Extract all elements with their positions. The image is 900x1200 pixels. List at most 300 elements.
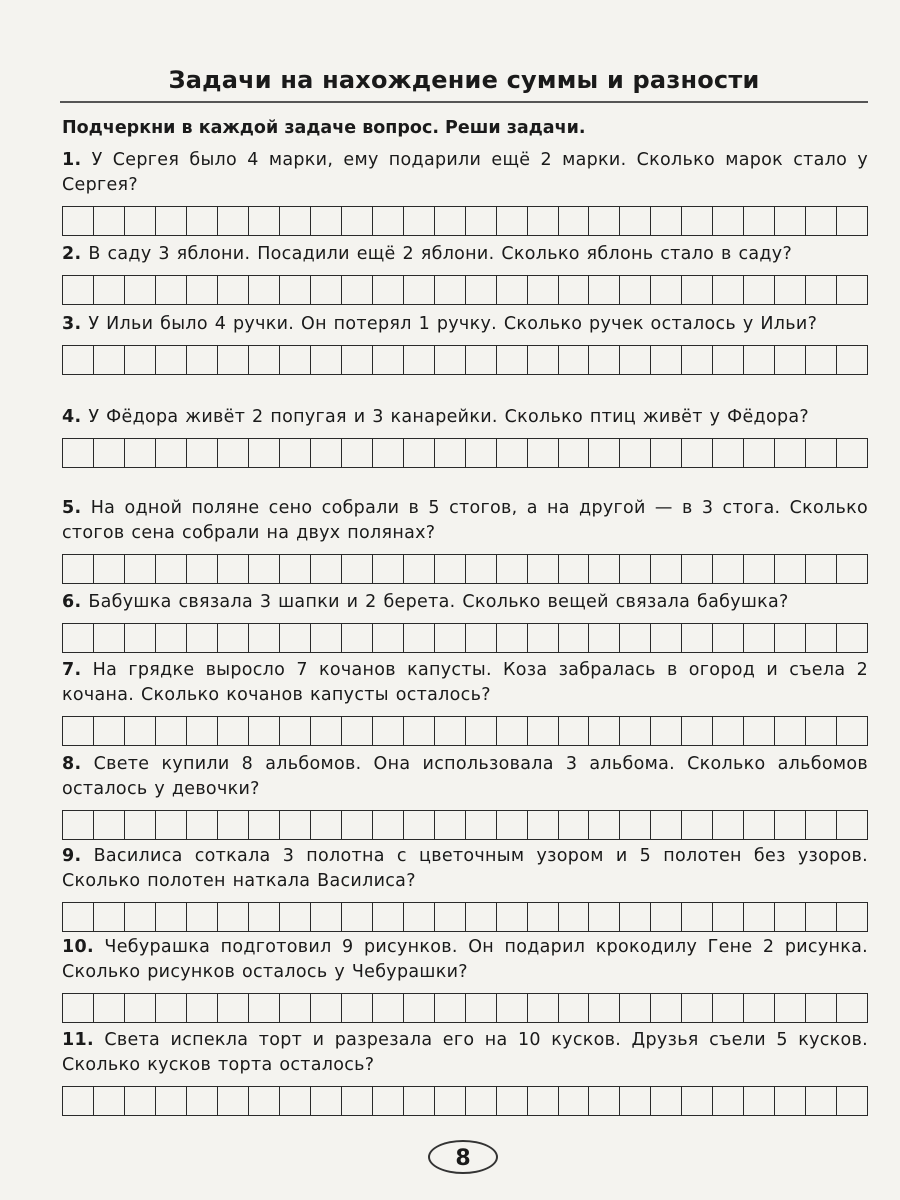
- answer-cell[interactable]: [466, 811, 497, 839]
- answer-cell[interactable]: [713, 1087, 744, 1115]
- answer-cell[interactable]: [435, 811, 466, 839]
- answer-cell[interactable]: [373, 811, 404, 839]
- answer-cell[interactable]: [744, 717, 775, 745]
- answer-cell[interactable]: [497, 207, 528, 235]
- answer-cell[interactable]: [837, 1087, 867, 1115]
- answer-cell[interactable]: [466, 346, 497, 374]
- answer-cell[interactable]: [651, 811, 682, 839]
- answer-cell[interactable]: [559, 1087, 590, 1115]
- answer-cell[interactable]: [218, 994, 249, 1022]
- answer-cell[interactable]: [373, 439, 404, 467]
- answer-grid[interactable]: [62, 1086, 868, 1116]
- answer-cell[interactable]: [404, 624, 435, 652]
- answer-cell[interactable]: [342, 717, 373, 745]
- answer-cell[interactable]: [94, 717, 125, 745]
- answer-cell[interactable]: [651, 346, 682, 374]
- answer-cell[interactable]: [280, 439, 311, 467]
- answer-cell[interactable]: [806, 555, 837, 583]
- answer-cell[interactable]: [651, 555, 682, 583]
- answer-cell[interactable]: [466, 1087, 497, 1115]
- answer-cell[interactable]: [589, 346, 620, 374]
- answer-cell[interactable]: [311, 624, 342, 652]
- answer-cell[interactable]: [682, 811, 713, 839]
- answer-cell[interactable]: [620, 717, 651, 745]
- answer-cell[interactable]: [404, 207, 435, 235]
- answer-cell[interactable]: [373, 624, 404, 652]
- answer-cell[interactable]: [373, 994, 404, 1022]
- answer-cell[interactable]: [775, 207, 806, 235]
- answer-cell[interactable]: [589, 811, 620, 839]
- answer-cell[interactable]: [528, 903, 559, 931]
- answer-cell[interactable]: [63, 624, 94, 652]
- answer-cell[interactable]: [528, 439, 559, 467]
- answer-cell[interactable]: [744, 276, 775, 304]
- answer-cell[interactable]: [311, 717, 342, 745]
- answer-cell[interactable]: [63, 276, 94, 304]
- answer-cell[interactable]: [620, 1087, 651, 1115]
- answer-cell[interactable]: [589, 1087, 620, 1115]
- answer-cell[interactable]: [94, 624, 125, 652]
- answer-cell[interactable]: [806, 994, 837, 1022]
- answer-cell[interactable]: [713, 994, 744, 1022]
- answer-cell[interactable]: [342, 811, 373, 839]
- answer-cell[interactable]: [435, 439, 466, 467]
- answer-cell[interactable]: [218, 624, 249, 652]
- answer-cell[interactable]: [280, 903, 311, 931]
- answer-cell[interactable]: [559, 346, 590, 374]
- answer-cell[interactable]: [187, 717, 218, 745]
- answer-cell[interactable]: [218, 207, 249, 235]
- answer-cell[interactable]: [342, 624, 373, 652]
- answer-cell[interactable]: [218, 903, 249, 931]
- answer-cell[interactable]: [497, 439, 528, 467]
- answer-cell[interactable]: [249, 276, 280, 304]
- answer-cell[interactable]: [682, 1087, 713, 1115]
- answer-cell[interactable]: [497, 276, 528, 304]
- answer-cell[interactable]: [373, 207, 404, 235]
- answer-cell[interactable]: [775, 439, 806, 467]
- answer-cell[interactable]: [528, 624, 559, 652]
- answer-cell[interactable]: [63, 994, 94, 1022]
- answer-cell[interactable]: [435, 346, 466, 374]
- answer-cell[interactable]: [435, 276, 466, 304]
- answer-cell[interactable]: [249, 439, 280, 467]
- answer-cell[interactable]: [497, 903, 528, 931]
- answer-cell[interactable]: [497, 811, 528, 839]
- answer-cell[interactable]: [651, 276, 682, 304]
- answer-grid[interactable]: [62, 554, 868, 584]
- answer-cell[interactable]: [651, 439, 682, 467]
- answer-cell[interactable]: [125, 717, 156, 745]
- answer-cell[interactable]: [404, 276, 435, 304]
- answer-cell[interactable]: [559, 717, 590, 745]
- answer-cell[interactable]: [342, 207, 373, 235]
- answer-cell[interactable]: [837, 811, 867, 839]
- answer-cell[interactable]: [218, 811, 249, 839]
- answer-cell[interactable]: [775, 555, 806, 583]
- answer-cell[interactable]: [806, 207, 837, 235]
- answer-cell[interactable]: [187, 994, 218, 1022]
- answer-cell[interactable]: [249, 207, 280, 235]
- answer-grid[interactable]: [62, 206, 868, 236]
- answer-cell[interactable]: [744, 624, 775, 652]
- answer-cell[interactable]: [404, 811, 435, 839]
- answer-grid[interactable]: [62, 716, 868, 746]
- answer-cell[interactable]: [373, 555, 404, 583]
- answer-cell[interactable]: [342, 555, 373, 583]
- answer-cell[interactable]: [156, 439, 187, 467]
- answer-cell[interactable]: [218, 439, 249, 467]
- answer-cell[interactable]: [311, 555, 342, 583]
- answer-cell[interactable]: [125, 624, 156, 652]
- answer-cell[interactable]: [806, 346, 837, 374]
- answer-cell[interactable]: [744, 1087, 775, 1115]
- answer-cell[interactable]: [806, 903, 837, 931]
- answer-cell[interactable]: [744, 439, 775, 467]
- answer-cell[interactable]: [187, 903, 218, 931]
- answer-cell[interactable]: [218, 276, 249, 304]
- answer-cell[interactable]: [589, 555, 620, 583]
- answer-cell[interactable]: [187, 207, 218, 235]
- answer-cell[interactable]: [280, 624, 311, 652]
- answer-cell[interactable]: [775, 1087, 806, 1115]
- answer-cell[interactable]: [497, 994, 528, 1022]
- answer-cell[interactable]: [63, 207, 94, 235]
- answer-cell[interactable]: [682, 207, 713, 235]
- answer-cell[interactable]: [651, 994, 682, 1022]
- answer-cell[interactable]: [156, 1087, 187, 1115]
- answer-cell[interactable]: [775, 346, 806, 374]
- answer-cell[interactable]: [404, 439, 435, 467]
- answer-cell[interactable]: [435, 717, 466, 745]
- answer-cell[interactable]: [156, 346, 187, 374]
- answer-cell[interactable]: [187, 811, 218, 839]
- answer-cell[interactable]: [620, 555, 651, 583]
- answer-cell[interactable]: [559, 555, 590, 583]
- answer-cell[interactable]: [682, 624, 713, 652]
- answer-cell[interactable]: [435, 555, 466, 583]
- answer-cell[interactable]: [682, 555, 713, 583]
- answer-cell[interactable]: [837, 994, 867, 1022]
- answer-cell[interactable]: [373, 346, 404, 374]
- answer-cell[interactable]: [311, 1087, 342, 1115]
- answer-cell[interactable]: [156, 207, 187, 235]
- answer-cell[interactable]: [63, 555, 94, 583]
- answer-cell[interactable]: [125, 207, 156, 235]
- answer-cell[interactable]: [187, 276, 218, 304]
- answer-cell[interactable]: [280, 207, 311, 235]
- answer-cell[interactable]: [713, 276, 744, 304]
- answer-cell[interactable]: [373, 1087, 404, 1115]
- answer-cell[interactable]: [125, 439, 156, 467]
- answer-cell[interactable]: [311, 439, 342, 467]
- answer-cell[interactable]: [682, 994, 713, 1022]
- answer-cell[interactable]: [404, 555, 435, 583]
- answer-cell[interactable]: [63, 717, 94, 745]
- answer-cell[interactable]: [373, 717, 404, 745]
- answer-cell[interactable]: [651, 1087, 682, 1115]
- answer-grid[interactable]: [62, 810, 868, 840]
- answer-cell[interactable]: [63, 1087, 94, 1115]
- answer-cell[interactable]: [497, 1087, 528, 1115]
- answer-cell[interactable]: [837, 555, 867, 583]
- answer-cell[interactable]: [713, 346, 744, 374]
- answer-cell[interactable]: [311, 811, 342, 839]
- answer-cell[interactable]: [218, 346, 249, 374]
- answer-cell[interactable]: [559, 439, 590, 467]
- answer-cell[interactable]: [94, 903, 125, 931]
- answer-cell[interactable]: [713, 903, 744, 931]
- answer-cell[interactable]: [775, 624, 806, 652]
- answer-grid[interactable]: [62, 993, 868, 1023]
- answer-cell[interactable]: [373, 276, 404, 304]
- answer-cell[interactable]: [435, 1087, 466, 1115]
- answer-cell[interactable]: [744, 903, 775, 931]
- answer-cell[interactable]: [249, 1087, 280, 1115]
- answer-cell[interactable]: [249, 346, 280, 374]
- answer-cell[interactable]: [589, 207, 620, 235]
- answer-cell[interactable]: [806, 717, 837, 745]
- answer-cell[interactable]: [94, 207, 125, 235]
- answer-cell[interactable]: [342, 1087, 373, 1115]
- answer-cell[interactable]: [528, 994, 559, 1022]
- answer-cell[interactable]: [497, 717, 528, 745]
- answer-cell[interactable]: [806, 276, 837, 304]
- answer-cell[interactable]: [466, 207, 497, 235]
- answer-cell[interactable]: [806, 1087, 837, 1115]
- answer-cell[interactable]: [404, 717, 435, 745]
- answer-cell[interactable]: [837, 276, 867, 304]
- answer-cell[interactable]: [528, 555, 559, 583]
- answer-cell[interactable]: [589, 624, 620, 652]
- answer-cell[interactable]: [528, 811, 559, 839]
- answer-cell[interactable]: [218, 717, 249, 745]
- answer-cell[interactable]: [342, 439, 373, 467]
- answer-cell[interactable]: [187, 1087, 218, 1115]
- answer-cell[interactable]: [620, 276, 651, 304]
- answer-cell[interactable]: [342, 346, 373, 374]
- answer-cell[interactable]: [156, 717, 187, 745]
- answer-cell[interactable]: [404, 346, 435, 374]
- answer-cell[interactable]: [280, 276, 311, 304]
- answer-cell[interactable]: [620, 903, 651, 931]
- answer-cell[interactable]: [528, 346, 559, 374]
- answer-cell[interactable]: [94, 1087, 125, 1115]
- answer-cell[interactable]: [651, 903, 682, 931]
- answer-cell[interactable]: [806, 811, 837, 839]
- answer-cell[interactable]: [589, 994, 620, 1022]
- answer-cell[interactable]: [125, 276, 156, 304]
- answer-cell[interactable]: [651, 717, 682, 745]
- answer-cell[interactable]: [249, 903, 280, 931]
- answer-cell[interactable]: [806, 439, 837, 467]
- answer-cell[interactable]: [404, 1087, 435, 1115]
- answer-cell[interactable]: [651, 624, 682, 652]
- answer-cell[interactable]: [156, 276, 187, 304]
- answer-cell[interactable]: [466, 439, 497, 467]
- answer-cell[interactable]: [404, 903, 435, 931]
- answer-cell[interactable]: [620, 346, 651, 374]
- answer-cell[interactable]: [280, 994, 311, 1022]
- answer-cell[interactable]: [620, 811, 651, 839]
- answer-cell[interactable]: [311, 903, 342, 931]
- answer-cell[interactable]: [775, 811, 806, 839]
- answer-cell[interactable]: [620, 624, 651, 652]
- answer-cell[interactable]: [280, 717, 311, 745]
- answer-cell[interactable]: [682, 346, 713, 374]
- answer-cell[interactable]: [435, 624, 466, 652]
- answer-cell[interactable]: [589, 717, 620, 745]
- answer-cell[interactable]: [559, 624, 590, 652]
- answer-cell[interactable]: [682, 439, 713, 467]
- answer-cell[interactable]: [156, 811, 187, 839]
- answer-cell[interactable]: [311, 346, 342, 374]
- answer-cell[interactable]: [280, 346, 311, 374]
- answer-cell[interactable]: [837, 439, 867, 467]
- answer-cell[interactable]: [311, 994, 342, 1022]
- answer-cell[interactable]: [713, 717, 744, 745]
- answer-cell[interactable]: [156, 555, 187, 583]
- answer-cell[interactable]: [342, 276, 373, 304]
- answer-grid[interactable]: [62, 623, 868, 653]
- answer-cell[interactable]: [620, 994, 651, 1022]
- answer-cell[interactable]: [342, 903, 373, 931]
- answer-cell[interactable]: [620, 207, 651, 235]
- answer-cell[interactable]: [125, 346, 156, 374]
- answer-cell[interactable]: [775, 903, 806, 931]
- answer-cell[interactable]: [682, 903, 713, 931]
- answer-cell[interactable]: [775, 276, 806, 304]
- answer-cell[interactable]: [280, 555, 311, 583]
- answer-grid[interactable]: [62, 438, 868, 468]
- answer-cell[interactable]: [342, 994, 373, 1022]
- answer-cell[interactable]: [466, 903, 497, 931]
- answer-cell[interactable]: [497, 555, 528, 583]
- answer-cell[interactable]: [311, 207, 342, 235]
- answer-cell[interactable]: [187, 624, 218, 652]
- answer-cell[interactable]: [682, 717, 713, 745]
- answer-cell[interactable]: [63, 903, 94, 931]
- task-text: [62, 1028, 868, 1078]
- answer-cell[interactable]: [63, 811, 94, 839]
- answer-cell[interactable]: [744, 811, 775, 839]
- answer-cell[interactable]: [156, 624, 187, 652]
- page-title: Задачи на нахождение суммы и разности: [168, 66, 760, 94]
- answer-cell[interactable]: [187, 439, 218, 467]
- answer-cell[interactable]: [249, 994, 280, 1022]
- answer-cell[interactable]: [589, 903, 620, 931]
- answer-cell[interactable]: [466, 276, 497, 304]
- answer-cell[interactable]: [249, 624, 280, 652]
- answer-cell[interactable]: [559, 207, 590, 235]
- answer-cell[interactable]: [94, 346, 125, 374]
- answer-cell[interactable]: [63, 346, 94, 374]
- answer-cell[interactable]: [682, 276, 713, 304]
- answer-cell[interactable]: [125, 1087, 156, 1115]
- answer-grid[interactable]: [62, 345, 868, 375]
- answer-cell[interactable]: [125, 903, 156, 931]
- answer-cell[interactable]: [249, 811, 280, 839]
- answer-cell[interactable]: [435, 207, 466, 235]
- answer-cell[interactable]: [187, 555, 218, 583]
- answer-cell[interactable]: [249, 555, 280, 583]
- answer-cell[interactable]: [559, 811, 590, 839]
- answer-cell[interactable]: [837, 717, 867, 745]
- answer-cell[interactable]: [837, 903, 867, 931]
- answer-cell[interactable]: [249, 717, 280, 745]
- answer-cell[interactable]: [497, 624, 528, 652]
- answer-cell[interactable]: [280, 1087, 311, 1115]
- answer-cell[interactable]: [744, 346, 775, 374]
- answer-cell[interactable]: [63, 439, 94, 467]
- answer-cell[interactable]: [528, 717, 559, 745]
- answer-cell[interactable]: [744, 994, 775, 1022]
- answer-cell[interactable]: [218, 1087, 249, 1115]
- answer-cell[interactable]: [466, 555, 497, 583]
- answer-cell[interactable]: [713, 207, 744, 235]
- answer-cell[interactable]: [589, 276, 620, 304]
- answer-cell[interactable]: [311, 276, 342, 304]
- answer-cell[interactable]: [528, 1087, 559, 1115]
- answer-cell[interactable]: [94, 276, 125, 304]
- answer-cell[interactable]: [837, 624, 867, 652]
- answer-cell[interactable]: [435, 994, 466, 1022]
- answer-cell[interactable]: [651, 207, 682, 235]
- answer-cell[interactable]: [589, 439, 620, 467]
- answer-cell[interactable]: [713, 439, 744, 467]
- answer-cell[interactable]: [94, 555, 125, 583]
- answer-cell[interactable]: [559, 903, 590, 931]
- answer-cell[interactable]: [435, 903, 466, 931]
- answer-grid[interactable]: [62, 902, 868, 932]
- answer-cell[interactable]: [373, 903, 404, 931]
- task-5: [62, 496, 868, 584]
- answer-cell[interactable]: [187, 346, 218, 374]
- answer-cell[interactable]: [528, 207, 559, 235]
- answer-cell[interactable]: [466, 624, 497, 652]
- answer-cell[interactable]: [713, 555, 744, 583]
- answer-cell[interactable]: [156, 903, 187, 931]
- answer-cell[interactable]: [837, 207, 867, 235]
- answer-grid[interactable]: [62, 275, 868, 305]
- answer-cell[interactable]: [528, 276, 559, 304]
- answer-cell[interactable]: [806, 624, 837, 652]
- answer-cell[interactable]: [713, 624, 744, 652]
- answer-cell[interactable]: [94, 994, 125, 1022]
- answer-cell[interactable]: [94, 811, 125, 839]
- answer-cell[interactable]: [620, 439, 651, 467]
- answer-cell[interactable]: [497, 346, 528, 374]
- answer-cell[interactable]: [466, 717, 497, 745]
- answer-cell[interactable]: [775, 717, 806, 745]
- answer-cell[interactable]: [125, 555, 156, 583]
- answer-cell[interactable]: [559, 276, 590, 304]
- answer-cell[interactable]: [218, 555, 249, 583]
- answer-cell[interactable]: [125, 994, 156, 1022]
- answer-cell[interactable]: [280, 811, 311, 839]
- answer-cell[interactable]: [744, 555, 775, 583]
- answer-cell[interactable]: [744, 207, 775, 235]
- answer-cell[interactable]: [775, 994, 806, 1022]
- answer-cell[interactable]: [156, 994, 187, 1022]
- answer-cell[interactable]: [125, 811, 156, 839]
- answer-cell[interactable]: [466, 994, 497, 1022]
- answer-cell[interactable]: [559, 994, 590, 1022]
- answer-cell[interactable]: [404, 994, 435, 1022]
- answer-cell[interactable]: [713, 811, 744, 839]
- answer-cell[interactable]: [837, 346, 867, 374]
- answer-cell[interactable]: [94, 439, 125, 467]
